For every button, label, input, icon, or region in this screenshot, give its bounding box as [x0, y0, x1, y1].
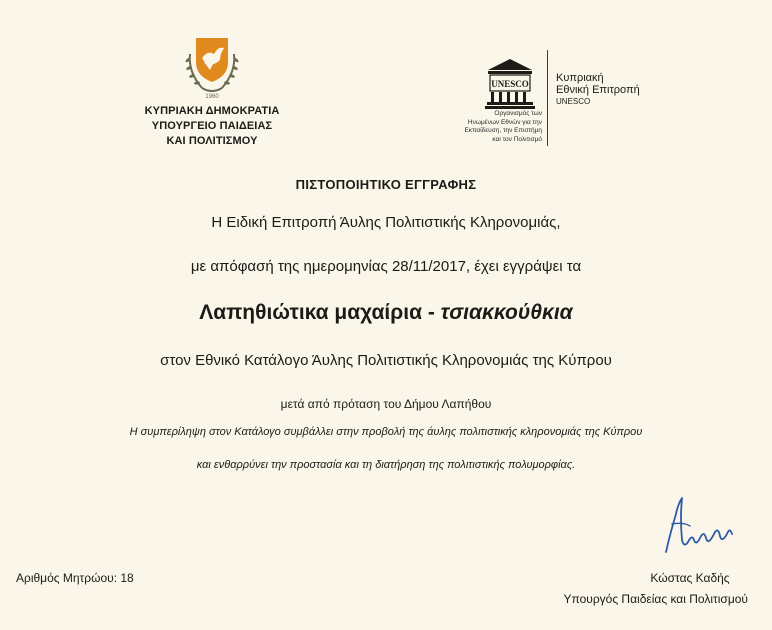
- unesco-commission-text: [556, 72, 640, 108]
- commission-line-2: Εθνική Επιτροπή: [556, 84, 640, 96]
- statement-line-2: και ενθαρρύνει την προστασία και τη διατήρηση της πολιτιστικής πολυμορφίας.: [196, 459, 576, 471]
- cyprus-coat-of-arms-icon: [180, 32, 244, 100]
- signer-title: Υπουργός Παιδείας και Πολιτισμού: [563, 592, 748, 606]
- cyprus-line-2: ΥΠΟΥΡΓΕΙΟ ΠΑΙΔΕΙΑΣ: [151, 120, 273, 132]
- unesco-org-line-3: Εκπαίδευση, την Επιστήμη: [464, 127, 542, 134]
- certificate-title: ΠΙΣΤΟΠΟΙΗΤΙΚΟ ΕΓΓΡΑΦΗΣ: [295, 177, 477, 192]
- svg-text:1960: 1960: [205, 94, 219, 100]
- unesco-temple-logo-icon: [482, 56, 538, 110]
- committee-line: Η Ειδική Επιτροπή Άυλης Πολιτιστικής Κληρονομιάς,: [211, 214, 561, 231]
- cyprus-line-1: ΚΥΠΡΙΑΚΗ ΔΗΜΟΚΡΑΤΙΑ: [144, 105, 280, 117]
- unesco-org-line-4: και τον Πολιτισμό: [492, 135, 542, 143]
- unesco-organisation-text: [434, 110, 542, 144]
- unesco-logo-text: UNESCO: [491, 79, 529, 89]
- inscribed-element-name: [0, 301, 772, 325]
- element-name-main: Λαπηθιώτικα μαχαίρια -: [199, 301, 441, 324]
- cyprus-ministry-heading: [118, 104, 306, 149]
- signer-name: Κώστας Καδής: [650, 571, 730, 585]
- commission-line-3: UNESCO: [556, 97, 591, 106]
- statement-line-1: Η συμπερίληψη στον Κατάλογο συμβάλλει στην προβολή της άυλης πολιτιστικής κληρονομιάς της Κύπρου: [129, 426, 643, 438]
- commission-line-1: Κυπριακή: [556, 72, 604, 84]
- proposal-line: μετά από πρόταση του Δήμου Λαπήθου: [280, 397, 492, 411]
- element-name-alt: τσιακκούθκια: [440, 301, 573, 324]
- inventory-line: στον Εθνικό Κατάλογο Άυλης Πολιτιστικής Κληρονομιάς της Κύπρου: [160, 352, 612, 369]
- decision-line: με απόφασή της ημερομηνίας 28/11/2017, έχει εγγράψει τα: [190, 258, 582, 275]
- unesco-org-line-1: Οργανισμός των: [494, 110, 542, 117]
- registration-number: Αριθμός Μητρώου: 18: [16, 571, 134, 585]
- unesco-divider: [547, 50, 548, 146]
- cyprus-line-3: ΚΑΙ ΠΟΛΙΤΙΣΜΟΥ: [166, 135, 258, 147]
- unesco-org-line-2: Ηνωμένων Εθνών για την: [467, 118, 542, 126]
- handwritten-signature: [660, 494, 736, 556]
